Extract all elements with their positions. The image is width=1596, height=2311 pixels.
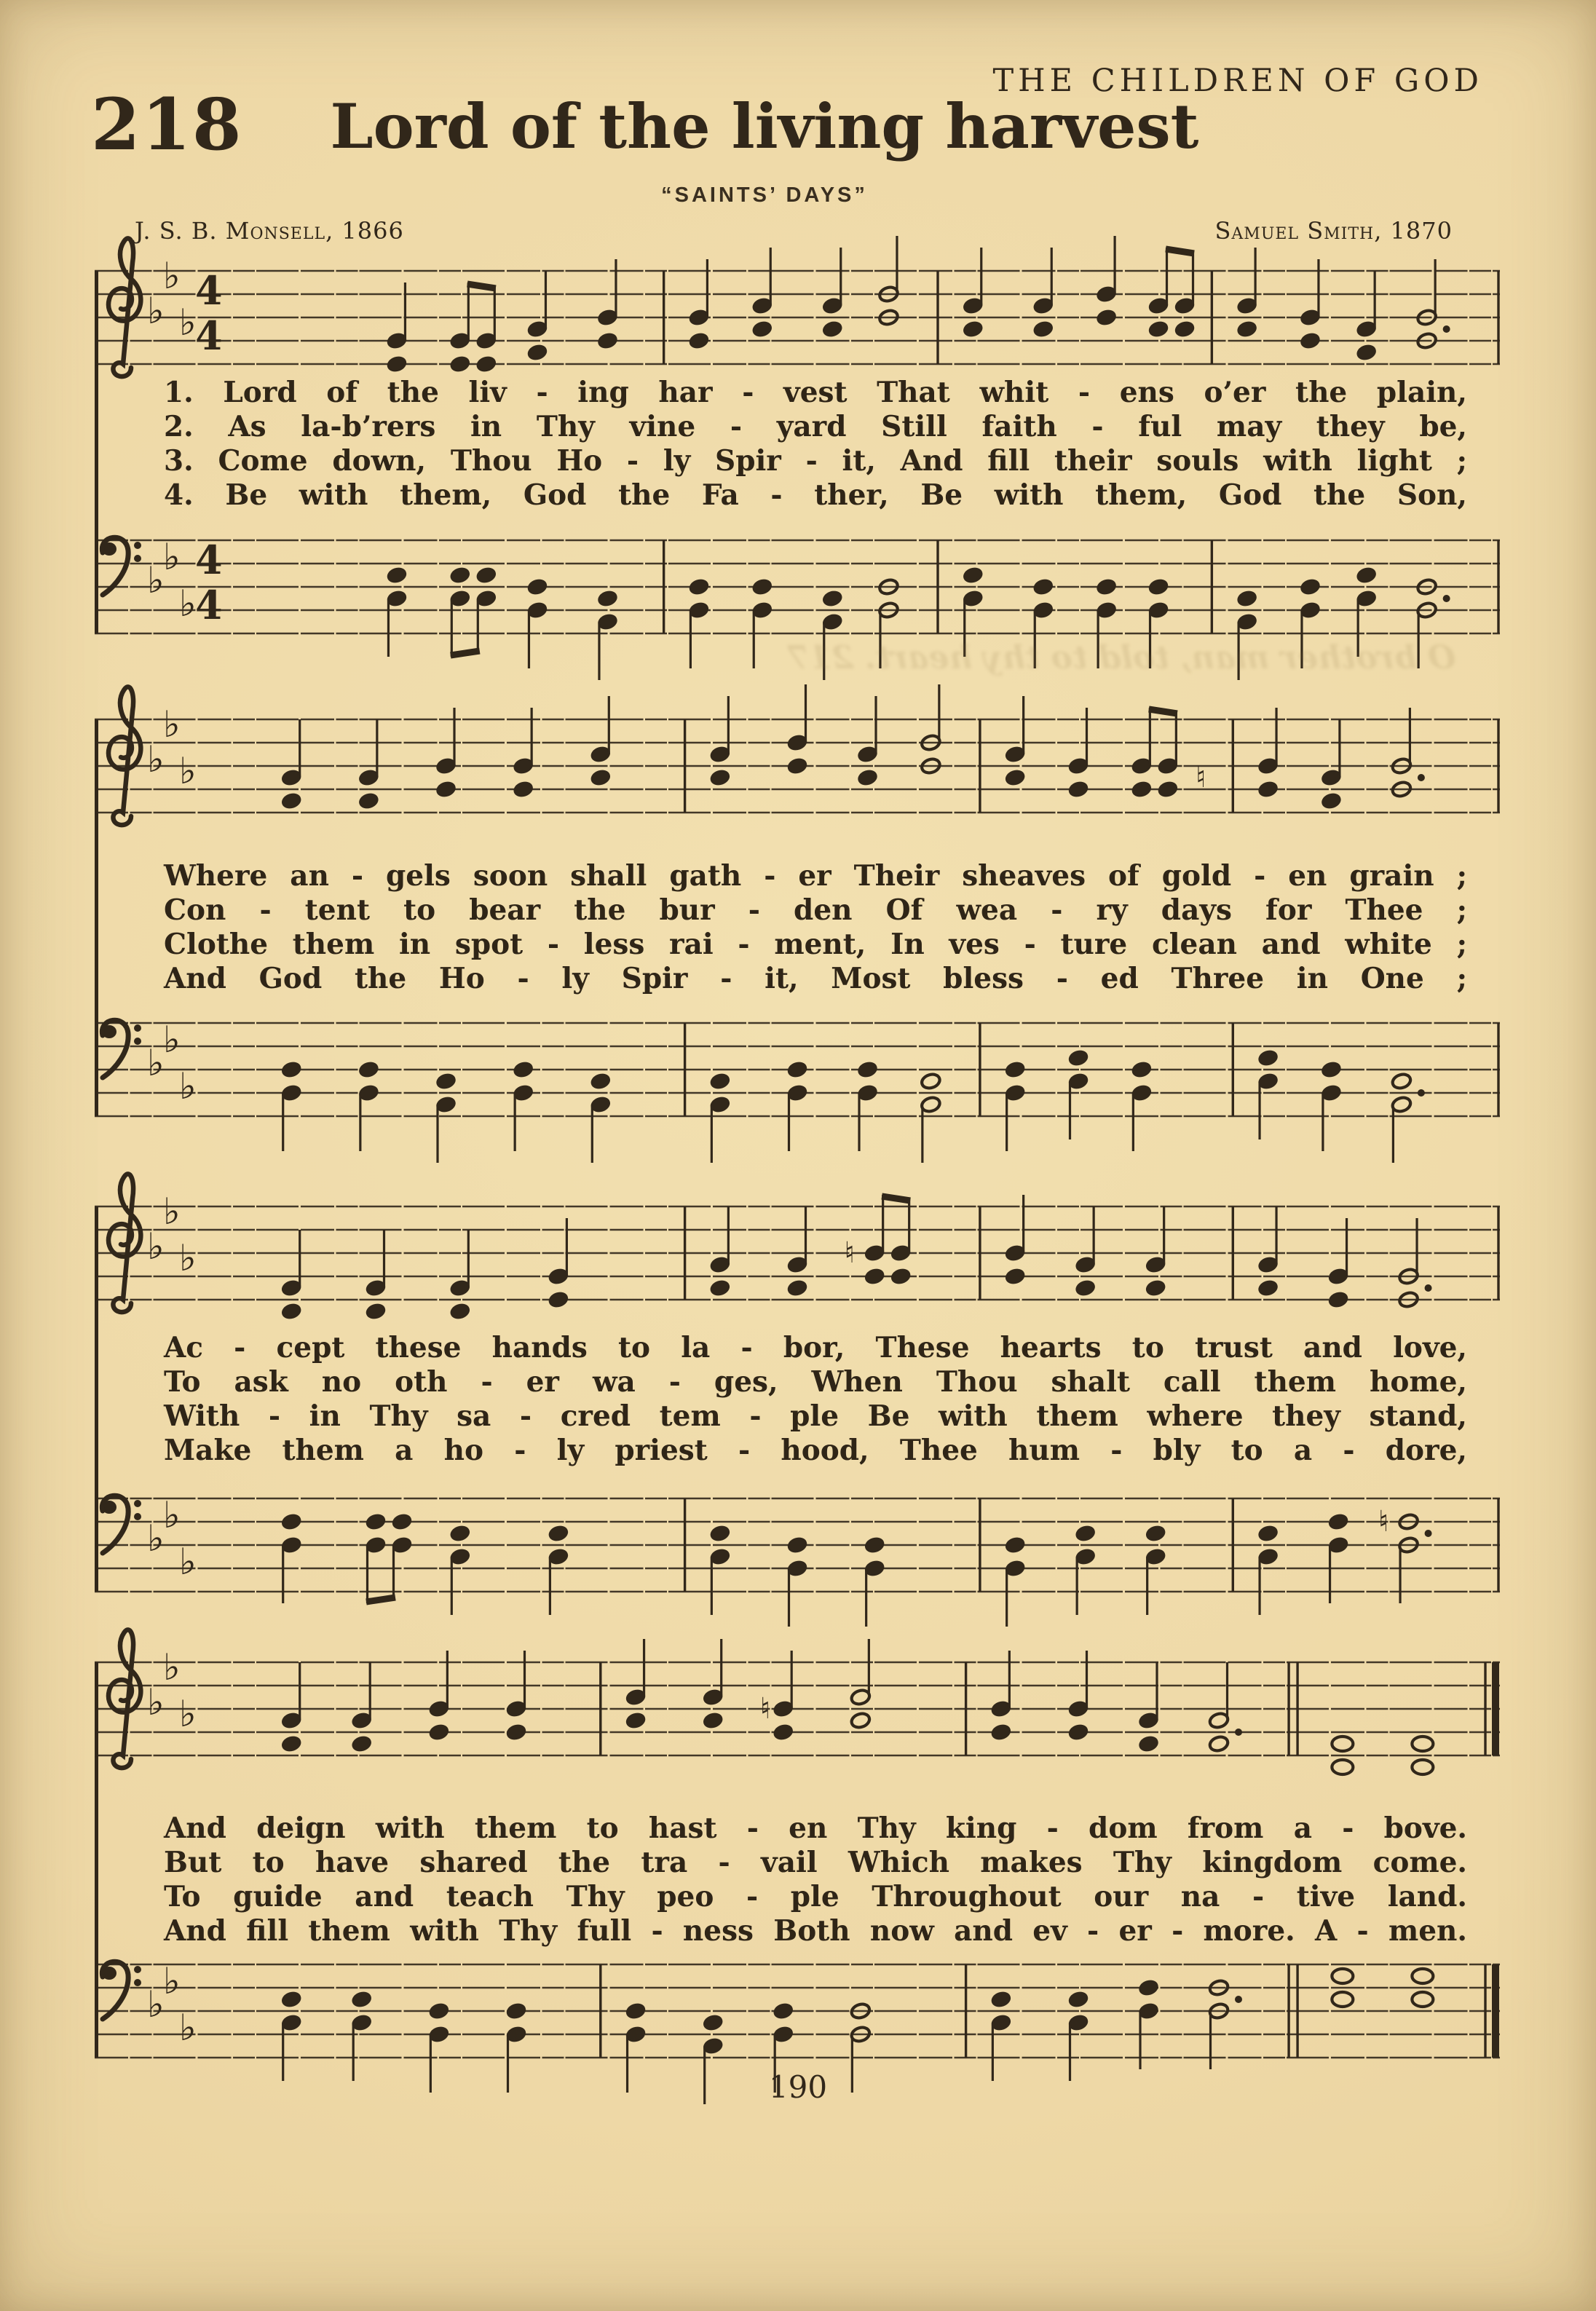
svg-text:♮: ♮ <box>759 1692 770 1726</box>
treble-staff <box>95 650 1500 832</box>
svg-text:♭: ♭ <box>163 1019 181 1061</box>
svg-text:4: 4 <box>195 582 223 628</box>
lyric-line: To guide and teach Thy peo - ple Throughout our na - tive land. <box>164 1880 1467 1913</box>
svg-text:♭: ♭ <box>163 1494 181 1536</box>
svg-text:♭: ♭ <box>163 1646 181 1688</box>
svg-text:♭: ♭ <box>163 536 181 578</box>
bleed-through-text: O brother man, told to thy heart. 217 <box>786 639 1456 676</box>
treble-staff <box>95 1137 1500 1319</box>
lyric-line: But to have shared the tra - vail Which makes Thy kingdom come. <box>164 1846 1467 1879</box>
treble-staff <box>95 1593 1500 1775</box>
svg-text:4: 4 <box>195 537 223 583</box>
hymn-subtitle: “SAINTS’ DAYS” <box>661 183 868 207</box>
lyric-line: 2. As la-b’rers in Thy vine - yard Still faith - ful may they be, <box>164 410 1467 443</box>
svg-text:♭: ♭ <box>163 1960 181 2002</box>
lyric-line: Con - tent to bear the bur - den Of wea - ry days for Thee ; <box>164 893 1467 927</box>
lyric-line: 3. Come down, Thou Ho - ly Spir - it, And fill their souls with light ; <box>164 444 1467 478</box>
lyric-line: Clothe them in spot - less rai - ment, In ves - ture clean and white ; <box>164 928 1467 961</box>
lyric-line: Ac - cept these hands to la - bor, These hearts to trust and love, <box>164 1331 1467 1364</box>
lyric-line: 1. Lord of the liv - ing har - vest That whit - ens o’er the plain, <box>164 376 1467 409</box>
composer-credit: Samuel Smith, 1870 <box>1214 217 1453 245</box>
svg-text:♭: ♭ <box>147 738 165 781</box>
svg-text:♭: ♭ <box>179 1541 197 1583</box>
svg-text:♭: ♭ <box>179 2007 197 2049</box>
svg-text:♭: ♭ <box>163 255 181 297</box>
lyric-line: Where an - gels soon shall gath - er Their sheaves of gold - en grain ; <box>164 859 1467 893</box>
hymn-title: Lord of the living harvest <box>330 90 1199 162</box>
lyric-line: And God the Ho - ly Spir - it, Most bless - ed Three in One ; <box>164 962 1467 995</box>
hymn-number: 218 <box>91 83 243 166</box>
lyric-line: To ask no oth - er wa - ges, When Thou shalt call them home, <box>164 1365 1467 1399</box>
lyric-line: And fill them with Thy full - ness Both now and ev - er - more. A - men. <box>164 1914 1467 1948</box>
lyric-line: With - in Thy sa - cred tem - ple Be with them where they stand, <box>164 1399 1467 1433</box>
svg-text:♭: ♭ <box>163 703 181 746</box>
svg-text:♭: ♭ <box>147 290 165 332</box>
lyric-line: And deign with them to hast - en Thy king - dom from a - bove. <box>164 1812 1467 1845</box>
svg-text:♭: ♭ <box>163 1190 181 1233</box>
svg-text:♭: ♭ <box>147 559 165 601</box>
svg-text:♭: ♭ <box>179 1693 197 1735</box>
bass-staff <box>95 1895 1500 2077</box>
treble-staff <box>95 202 1500 384</box>
lyric-line: 4. Be with them, God the Fa - ther, Be with them, God the Son, <box>164 478 1467 512</box>
bass-staff <box>95 471 1500 653</box>
bass-staff <box>95 1429 1500 1611</box>
page-number: 190 <box>768 2069 828 2105</box>
svg-text:♮: ♮ <box>1196 761 1206 794</box>
svg-text:♭: ♭ <box>147 1042 165 1084</box>
author-credit: J. S. B. Monsell, 1866 <box>135 217 404 245</box>
running-header: THE CHILDREN OF GOD <box>992 63 1483 99</box>
bass-staff <box>95 954 1500 1136</box>
svg-text:♭: ♭ <box>147 1983 165 2026</box>
svg-text:♭: ♭ <box>179 301 197 344</box>
svg-text:♭: ♭ <box>179 1237 197 1279</box>
svg-text:4: 4 <box>195 312 223 359</box>
svg-text:♭: ♭ <box>179 1065 197 1107</box>
svg-text:♭: ♭ <box>179 750 197 792</box>
lyric-line: Make them a ho - ly priest - hood, Thee hum - bly to a - dore, <box>164 1434 1467 1467</box>
svg-text:4: 4 <box>195 267 223 314</box>
svg-text:♭: ♭ <box>147 1225 165 1268</box>
svg-text:♮: ♮ <box>844 1236 855 1270</box>
svg-text:♮: ♮ <box>1378 1505 1389 1538</box>
svg-text:♭: ♭ <box>147 1681 165 1723</box>
svg-text:♭: ♭ <box>147 1517 165 1560</box>
svg-text:♭: ♭ <box>179 582 197 625</box>
